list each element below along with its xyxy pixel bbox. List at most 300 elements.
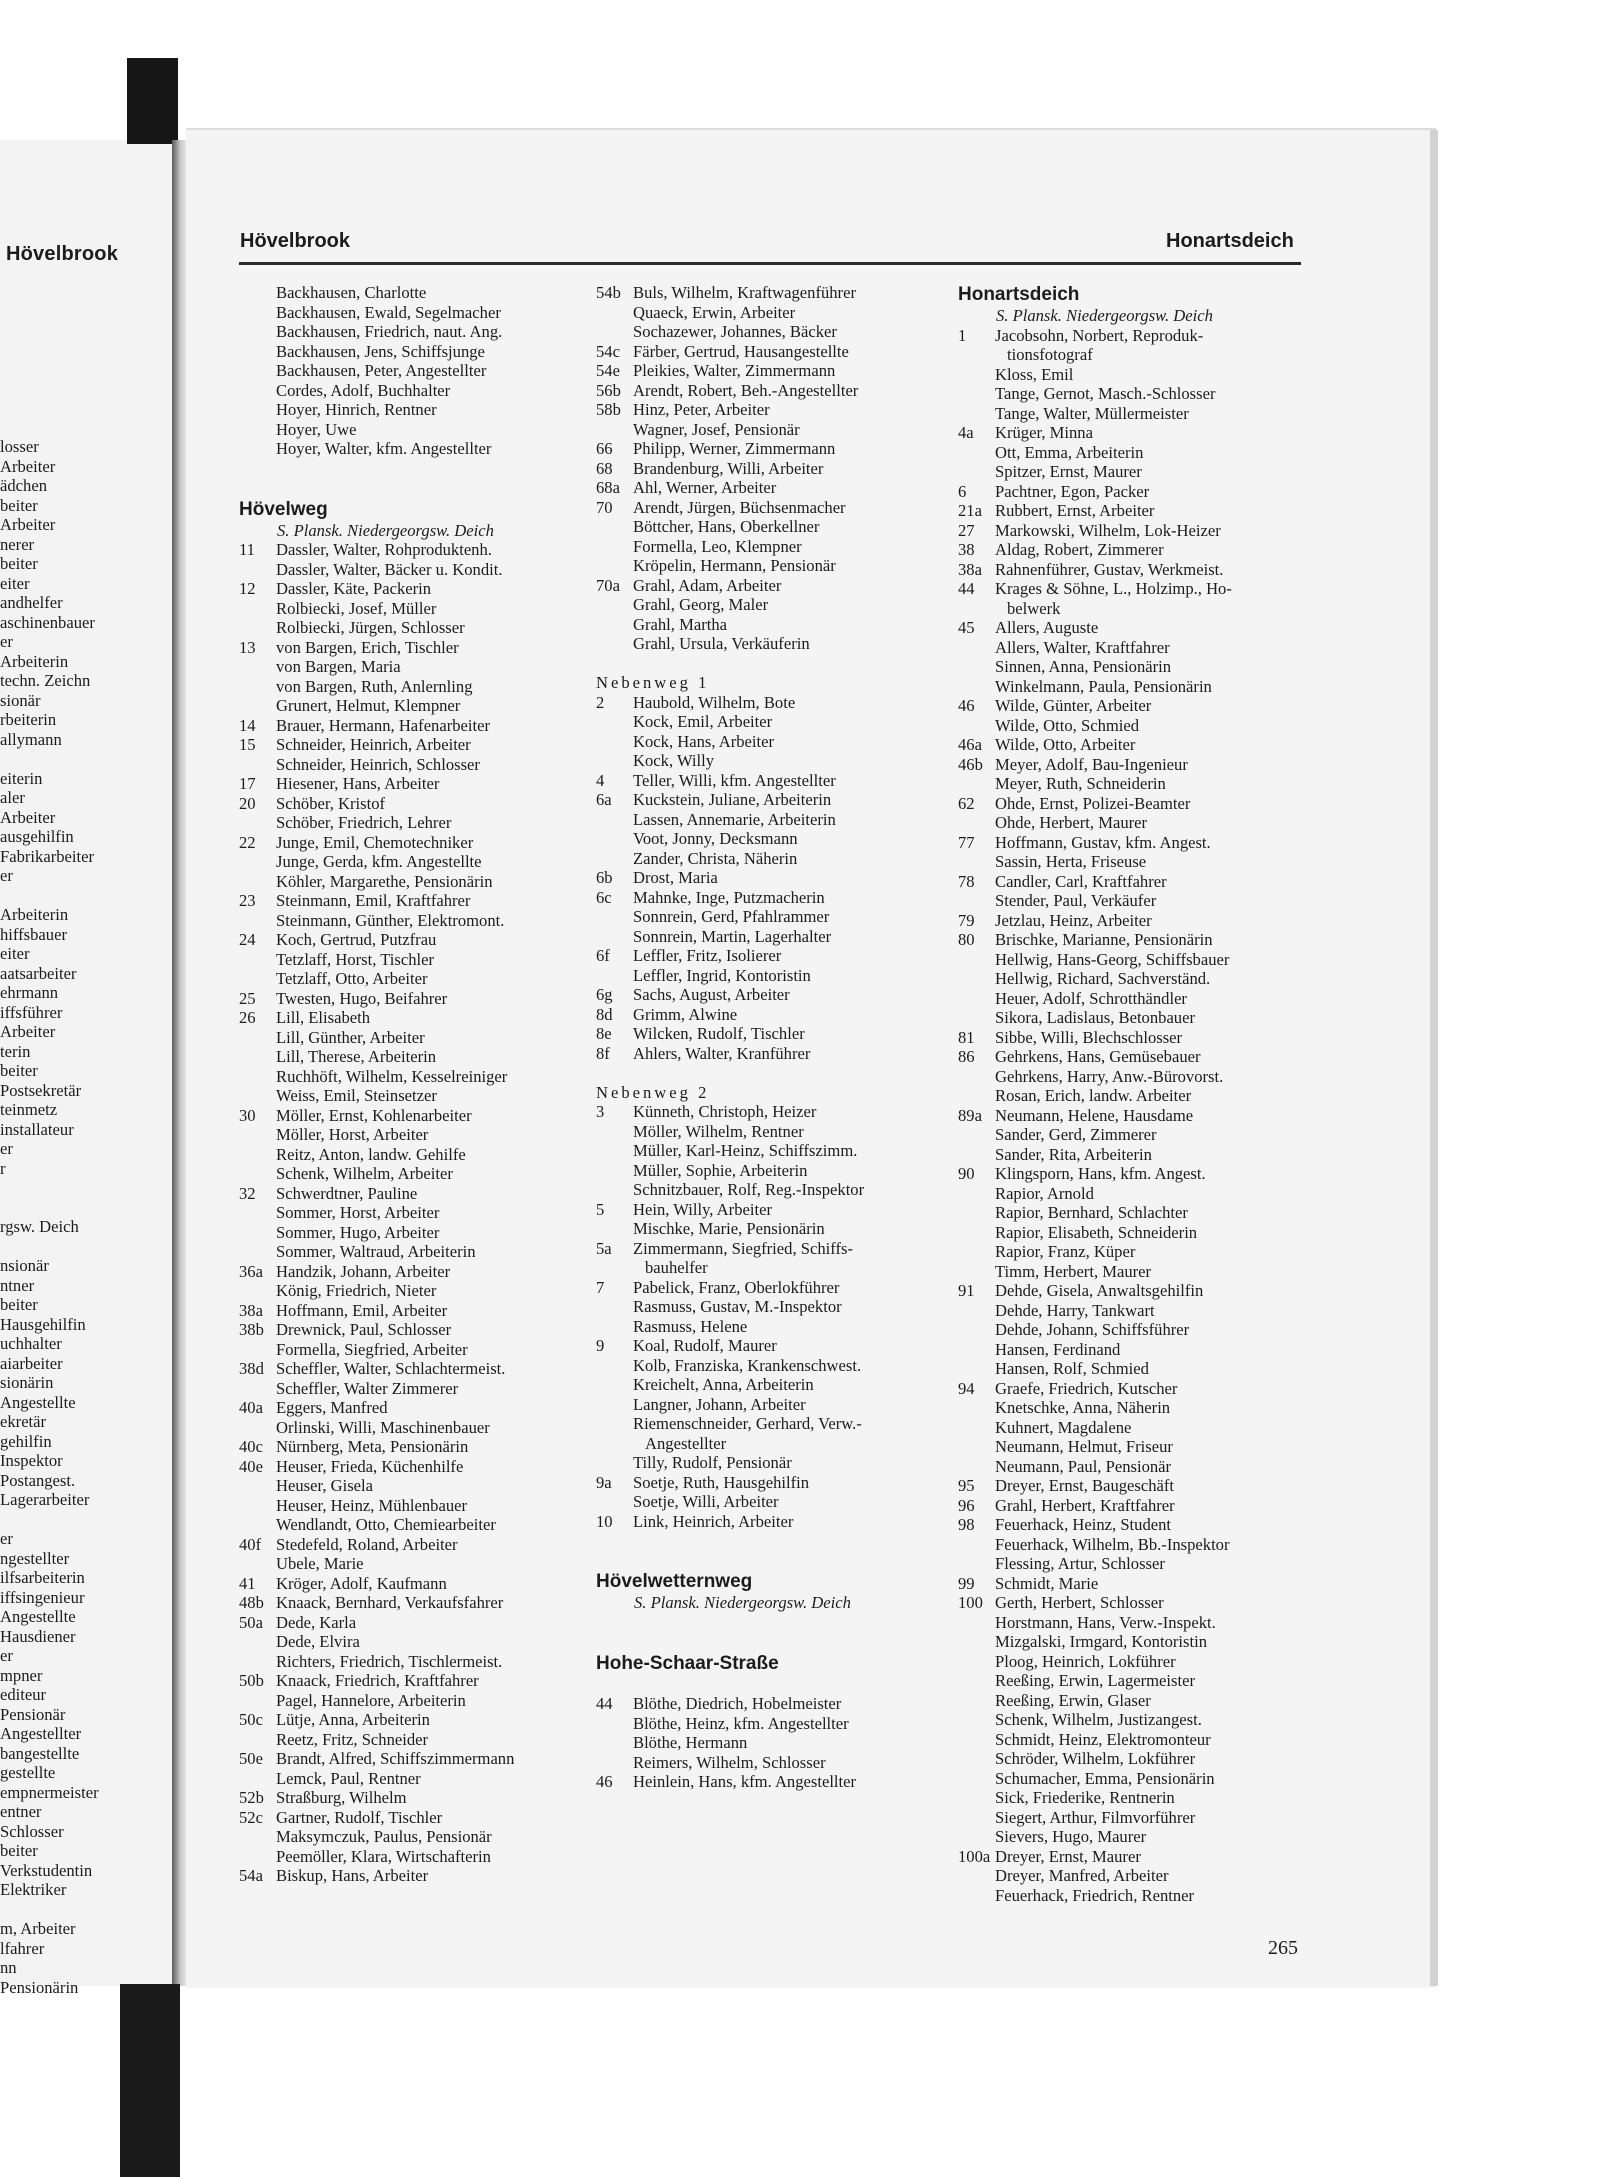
resident-entry — [239, 540, 579, 560]
page-gutter — [172, 140, 186, 1986]
resident-entry — [958, 1340, 1303, 1360]
header-rule — [239, 262, 1301, 265]
resident-entry — [596, 829, 941, 849]
resident-name: Ruchhöft, Wilhelm, Kesselreiniger — [276, 1066, 508, 1086]
resident-name: Kolb, Franziska, Krankenschwest. — [633, 1355, 862, 1375]
resident-name: Backhausen, Ewald, Segelmacher — [276, 302, 501, 322]
resident-entry — [596, 1473, 941, 1493]
left-page-line: nsionär — [0, 1256, 49, 1275]
left-page-line — [0, 1900, 99, 1920]
resident-entry — [239, 657, 579, 677]
resident-name: Handzik, Johann, Arbeiter — [276, 1261, 451, 1281]
resident-entry — [239, 420, 579, 440]
resident-name: Sommer, Hugo, Arbeiter — [276, 1222, 440, 1242]
house-number: 13 — [239, 637, 256, 657]
street-heading: Honartsdeich — [958, 284, 1080, 305]
resident-name: Biskup, Hans, Arbeiter — [276, 1866, 429, 1885]
resident-name: Steinmann, Günther, Elektromont. — [276, 910, 505, 930]
spacer — [239, 478, 579, 498]
house-number: 14 — [239, 715, 256, 735]
house-number: 20 — [239, 793, 256, 813]
resident-entry — [958, 852, 1303, 872]
house-number: 38a — [239, 1300, 263, 1320]
resident-name: Backhausen, Friedrich, naut. Ang. — [276, 322, 503, 341]
resident-name: Lill, Therese, Arbeiterin — [276, 1047, 437, 1066]
resident-name: Pleikies, Walter, Zimmermann — [633, 361, 836, 380]
house-number: 8d — [596, 1004, 613, 1024]
resident-name: Schumacher, Emma, Pensionärin — [995, 1768, 1215, 1788]
house-number: 40c — [239, 1437, 263, 1456]
resident-name: Dreyer, Manfred, Arbeiter — [995, 1866, 1169, 1885]
resident-name: Wendlandt, Otto, Chemiearbeiter — [276, 1515, 496, 1534]
house-number: 5a — [596, 1238, 612, 1258]
resident-entry — [958, 384, 1303, 404]
resident-entry — [596, 732, 941, 752]
left-page-line: ekretär — [0, 1412, 47, 1431]
left-page-line: rgsw. Deich — [0, 1217, 79, 1236]
resident-entry — [239, 989, 579, 1009]
resident-entry — [958, 1535, 1303, 1555]
left-page-line: sionär — [0, 690, 41, 710]
resident-name: Rapior, Arnold — [995, 1183, 1094, 1203]
house-number: 6b — [596, 868, 613, 887]
resident-name: Ubele, Marie — [276, 1554, 364, 1573]
resident-name: Koal, Rudolf, Maurer — [633, 1336, 777, 1355]
house-number: 27 — [958, 520, 975, 540]
left-page-line: Arbeiter — [0, 456, 56, 476]
resident-name: Buls, Wilhelm, Kraftwagenführer — [633, 283, 856, 302]
resident-entry — [958, 1028, 1303, 1048]
left-page-line: eiter — [0, 944, 30, 963]
resident-name: Meyer, Adolf, Bau-Ingenieur — [995, 754, 1188, 774]
resident-entry — [239, 283, 579, 303]
resident-entry — [596, 693, 941, 713]
resident-name: Rasmuss, Gustav, M.-Inspektor — [633, 1297, 842, 1316]
left-page-line: er — [0, 1646, 13, 1665]
resident-entry — [239, 1632, 579, 1652]
left-page-line: m, Arbeiter — [0, 1919, 76, 1938]
house-number: 81 — [958, 1027, 975, 1047]
resident-name: Rapior, Franz, Küper — [995, 1242, 1136, 1261]
resident-entry — [958, 1808, 1303, 1828]
resident-name: Hinz, Peter, Arbeiter — [633, 400, 770, 419]
resident-name: Sander, Gerd, Zimmerer — [995, 1125, 1157, 1144]
house-number: 41 — [239, 1573, 256, 1593]
resident-name: Ahl, Werner, Arbeiter — [633, 478, 777, 497]
resident-entry — [958, 1476, 1303, 1496]
resident-name: Rapior, Elisabeth, Schneiderin — [995, 1222, 1198, 1242]
resident-name: Hellwig, Richard, Sachverständ. — [995, 969, 1211, 988]
resident-name: Gartner, Rudolf, Tischler — [276, 1807, 443, 1827]
left-page-line: ausgehilfin — [0, 827, 74, 846]
resident-entry — [596, 1005, 941, 1025]
left-page-line: nerer — [0, 534, 35, 554]
resident-entry — [239, 1262, 579, 1282]
house-number: 70a — [596, 575, 620, 595]
resident-entry — [239, 1866, 579, 1886]
left-page-line: ädchen — [0, 476, 47, 495]
resident-entry — [239, 1769, 579, 1789]
resident-name: Kock, Hans, Arbeiter — [633, 731, 775, 751]
resident-name: von Bargen, Ruth, Anlernling — [276, 676, 473, 696]
resident-entry — [958, 1184, 1303, 1204]
resident-name: Schenk, Wilhelm, Justizangest. — [995, 1710, 1202, 1729]
resident-entry — [239, 1476, 579, 1496]
house-number: 77 — [958, 832, 975, 852]
left-page-line: installateur — [0, 1119, 74, 1139]
resident-entry — [958, 638, 1303, 658]
left-page-line: empnermeister — [0, 1782, 99, 1802]
house-number: 56b — [596, 380, 621, 400]
resident-entry — [596, 712, 941, 732]
resident-entry — [239, 1730, 579, 1750]
resident-entry — [958, 560, 1303, 580]
resident-entry — [239, 755, 579, 775]
resident-entry — [239, 911, 579, 931]
resident-name: Sonnrein, Martin, Lagerhalter — [633, 926, 832, 946]
left-page-line: Elektriker — [0, 1880, 67, 1899]
resident-name: Hellwig, Hans-Georg, Schiffsbauer — [995, 949, 1230, 969]
house-number: 10 — [596, 1511, 613, 1531]
resident-name: Neumann, Helmut, Friseur — [995, 1437, 1173, 1456]
house-number: 9a — [596, 1472, 612, 1492]
house-number: 54e — [596, 361, 620, 380]
resident-name: Leffler, Ingrid, Kontoristin — [633, 965, 811, 985]
resident-entry — [958, 1203, 1303, 1223]
resident-name: Dehde, Johann, Schiffsführer — [995, 1320, 1190, 1339]
resident-entry — [958, 482, 1303, 502]
resident-entry — [958, 1067, 1303, 1087]
house-number: 52b — [239, 1788, 264, 1807]
house-number: 38d — [239, 1359, 264, 1378]
resident-entry — [239, 1515, 579, 1535]
resident-name: Ohde, Herbert, Maurer — [995, 813, 1148, 832]
resident-entry — [596, 1297, 941, 1317]
house-number: 40a — [239, 1398, 263, 1417]
resident-entry — [596, 1024, 941, 1044]
resident-name: Lütje, Anna, Arbeiterin — [276, 1710, 430, 1729]
resident-entry — [596, 342, 941, 362]
street-heading: Hövelweg — [239, 498, 328, 520]
resident-entry — [958, 1008, 1303, 1028]
resident-entry — [958, 1691, 1303, 1711]
resident-entry — [596, 1219, 941, 1239]
resident-name: Klingsporn, Hans, kfm. Angest. — [995, 1164, 1206, 1183]
left-page-line: gehilfin — [0, 1431, 52, 1451]
resident-entry — [958, 696, 1303, 716]
resident-name: Steinmann, Emil, Kraftfahrer — [276, 891, 471, 910]
resident-entry — [958, 1613, 1303, 1633]
resident-name: Soetje, Ruth, Hausgehilfin — [633, 1472, 810, 1492]
resident-name: bauhelfer — [645, 1258, 708, 1277]
left-page-line: techn. Zeichn — [0, 671, 91, 690]
page-number: 265 — [1268, 1937, 1298, 1959]
house-number: 99 — [958, 1573, 975, 1593]
resident-name: Formella, Leo, Klempner — [633, 536, 802, 556]
resident-entry — [958, 969, 1303, 989]
resident-entry — [958, 891, 1303, 911]
house-number: 46 — [596, 1772, 613, 1791]
resident-name: Candler, Carl, Kraftfahrer — [995, 871, 1167, 891]
resident-name: Schmidt, Marie — [995, 1573, 1099, 1593]
house-number: 50c — [239, 1710, 263, 1729]
resident-name: Feuerhack, Friedrich, Rentner — [995, 1885, 1195, 1905]
resident-entry — [596, 1434, 941, 1454]
resident-entry — [596, 888, 941, 908]
resident-entry — [239, 1613, 579, 1633]
resident-entry — [239, 1671, 579, 1691]
resident-entry — [958, 930, 1303, 950]
directory-column-2 — [596, 283, 941, 1792]
resident-entry — [596, 517, 941, 537]
resident-name: Tange, Gernot, Masch.-Schlosser — [995, 384, 1216, 403]
resident-entry — [958, 326, 1303, 346]
resident-entry — [958, 911, 1303, 931]
resident-name: Müller, Sophie, Arbeiterin — [633, 1160, 808, 1180]
house-number: 8e — [596, 1024, 612, 1043]
resident-name: Sibbe, Willi, Blechschlosser — [995, 1027, 1183, 1047]
resident-entry — [596, 1239, 941, 1259]
resident-name: Möller, Ernst, Kohlenarbeiter — [276, 1105, 472, 1125]
resident-name: Möller, Wilhelm, Rentner — [633, 1121, 804, 1141]
resident-entry — [958, 1379, 1303, 1399]
resident-entry — [958, 1827, 1303, 1847]
resident-name: Meyer, Ruth, Schneiderin — [995, 774, 1166, 793]
resident-name: Reeßing, Erwin, Glaser — [995, 1690, 1151, 1710]
resident-entry — [239, 852, 579, 872]
sub-street-heading: Nebenweg 1 — [596, 673, 710, 692]
resident-entry — [596, 810, 941, 830]
resident-entry — [596, 439, 941, 459]
resident-name: Knaack, Bernhard, Verkaufsfahrer — [276, 1593, 504, 1612]
spine-binding-top — [127, 58, 178, 144]
house-number: 4 — [596, 770, 605, 790]
resident-entry — [239, 400, 579, 420]
resident-entry — [596, 907, 941, 927]
directory-column-1 — [239, 283, 579, 1886]
resident-name: Heinlein, Hans, kfm. Angestellter — [633, 1772, 857, 1791]
resident-entry — [239, 1788, 579, 1808]
house-number: 1 — [958, 325, 967, 345]
resident-entry — [239, 813, 579, 833]
resident-name: Horstmann, Hans, Verw.-Inspekt. — [995, 1612, 1216, 1632]
resident-entry — [958, 1086, 1303, 1106]
resident-name: Kuckstein, Juliane, Arbeiterin — [633, 790, 832, 809]
house-number: 40e — [239, 1456, 263, 1476]
resident-entry — [239, 1535, 579, 1555]
house-number: 26 — [239, 1008, 256, 1027]
left-page-line: aschinenbauer — [0, 612, 95, 632]
resident-entry — [958, 813, 1303, 833]
resident-name: Rahnenführer, Gustav, Werkmeist. — [995, 559, 1224, 579]
resident-name: Winkelmann, Paula, Pensionärin — [995, 676, 1212, 696]
spacer — [596, 1551, 941, 1571]
resident-entry — [596, 790, 941, 810]
house-number: 40f — [239, 1534, 262, 1554]
resident-entry — [958, 1418, 1303, 1438]
resident-entry — [596, 1733, 941, 1753]
resident-entry — [239, 1847, 579, 1867]
left-page-line: iffsingenieur — [0, 1587, 85, 1607]
resident-entry — [239, 1418, 579, 1438]
resident-entry — [596, 556, 941, 576]
resident-entry — [958, 1632, 1303, 1652]
resident-entry — [596, 303, 941, 323]
resident-entry — [596, 1753, 941, 1773]
left-page-line: bangestellte — [0, 1743, 80, 1763]
resident-name: Teller, Willi, kfm. Angestellter — [633, 770, 836, 790]
resident-entry — [958, 677, 1303, 697]
resident-entry — [958, 872, 1303, 892]
resident-name: Kröger, Adolf, Kaufmann — [276, 1573, 447, 1593]
left-page-line: beiter — [0, 1061, 38, 1080]
resident-entry — [239, 1125, 579, 1145]
resident-entry — [596, 400, 941, 420]
resident-entry — [239, 1242, 579, 1262]
resident-entry — [958, 1593, 1303, 1613]
resident-name: Kock, Willy — [633, 751, 715, 770]
resident-entry — [958, 618, 1303, 638]
resident-entry — [239, 1496, 579, 1516]
left-page-line: er — [0, 1529, 13, 1548]
house-number: 38a — [958, 559, 982, 579]
resident-entry — [596, 1772, 941, 1792]
resident-name: Sommer, Waltraud, Arbeiterin — [276, 1242, 476, 1261]
resident-name: Künneth, Christoph, Heizer — [633, 1102, 817, 1121]
spacer — [596, 1613, 941, 1633]
resident-entry — [958, 1262, 1303, 1282]
house-number: 6a — [596, 790, 612, 809]
resident-entry — [239, 1652, 579, 1672]
left-page-line: Arbeiter — [0, 1022, 56, 1041]
resident-name: Wilde, Otto, Schmied — [995, 715, 1140, 735]
resident-entry — [596, 361, 941, 381]
resident-entry — [596, 283, 941, 303]
left-page-line: editeur — [0, 1685, 47, 1704]
resident-entry — [239, 1281, 579, 1301]
resident-name: Lemck, Paul, Rentner — [276, 1768, 421, 1788]
resident-name: Müller, Karl-Heinz, Schiffszimm. — [633, 1141, 858, 1160]
resident-entry — [239, 1340, 579, 1360]
resident-name: Schneider, Heinrich, Arbeiter — [276, 735, 471, 754]
left-page-line: Pensionär — [0, 1704, 66, 1724]
resident-entry — [596, 1512, 941, 1532]
house-number: 11 — [239, 540, 255, 559]
resident-name: Scheffler, Walter, Schlachtermeist. — [276, 1359, 506, 1378]
house-number: 30 — [239, 1105, 256, 1125]
left-page-line: er — [0, 866, 13, 885]
resident-name: Dreyer, Ernst, Maurer — [995, 1846, 1141, 1866]
resident-entry — [958, 443, 1303, 463]
resident-entry — [596, 771, 941, 791]
resident-entry — [958, 1125, 1303, 1145]
left-page-line: Angestellte — [0, 1607, 76, 1626]
resident-entry — [958, 1671, 1303, 1691]
left-page — [0, 140, 175, 1997]
resident-name: Gehrkens, Hans, Gemüsebauer — [995, 1047, 1201, 1066]
resident-name: Eggers, Manfred — [276, 1398, 388, 1417]
resident-name: Sievers, Hugo, Maurer — [995, 1827, 1147, 1846]
resident-entry — [596, 498, 941, 518]
house-number: 80 — [958, 930, 975, 949]
resident-name: von Bargen, Erich, Tischler — [276, 637, 459, 657]
left-page-line: aatsarbeiter — [0, 963, 77, 983]
left-page-line: beiter — [0, 1841, 38, 1860]
resident-entry — [596, 1492, 941, 1512]
resident-entry — [596, 1278, 941, 1298]
resident-entry — [239, 1223, 579, 1243]
resident-entry — [239, 833, 579, 853]
resident-entry — [958, 1749, 1303, 1769]
resident-name: Kröpelin, Hermann, Pensionär — [633, 556, 836, 575]
resident-name: Dassler, Walter, Rohproduktenh. — [276, 540, 492, 559]
left-page-line: Arbeiter — [0, 515, 56, 534]
resident-name: Siegert, Arthur, Filmvorführer — [995, 1807, 1196, 1827]
resident-name: Ploog, Heinrich, Lokführer — [995, 1651, 1176, 1671]
house-number: 98 — [958, 1515, 975, 1534]
resident-entry — [958, 1281, 1303, 1301]
resident-entry — [958, 1554, 1303, 1574]
resident-entry — [596, 966, 941, 986]
house-number: 7 — [596, 1277, 605, 1297]
left-page-line: lfahrer — [0, 1938, 45, 1958]
left-page-line: Hausgehilfin — [0, 1314, 86, 1334]
resident-name: Hoffmann, Emil, Arbeiter — [276, 1300, 448, 1320]
resident-name: Pachtner, Egon, Packer — [995, 481, 1150, 501]
resident-name: Junge, Emil, Chemotechniker — [276, 832, 474, 852]
resident-name: Rubbert, Ernst, Arbeiter — [995, 501, 1155, 520]
house-number: 68a — [596, 478, 620, 497]
resident-name: Hoyer, Uwe — [276, 419, 357, 439]
resident-name: Grimm, Alwine — [633, 1004, 738, 1024]
resident-name: Heuser, Gisela — [276, 1476, 374, 1495]
resident-name: Schneider, Heinrich, Schlosser — [276, 754, 480, 774]
left-page-line: Verkstudentin — [0, 1860, 93, 1880]
house-number: 23 — [239, 891, 256, 910]
resident-name: Gerth, Herbert, Schlosser — [995, 1593, 1164, 1612]
resident-entry — [239, 735, 579, 755]
resident-name: Neumann, Paul, Pensionär — [995, 1456, 1172, 1476]
resident-name: Drewnick, Paul, Schlosser — [276, 1320, 452, 1339]
resident-name: Quaeck, Erwin, Arbeiter — [633, 302, 796, 322]
resident-entry — [239, 677, 579, 697]
resident-name: Rolbiecki, Jürgen, Schlosser — [276, 618, 465, 637]
resident-name: Junge, Gerda, kfm. Angestellte — [276, 852, 482, 871]
resident-entry — [239, 1008, 579, 1028]
resident-entry — [958, 521, 1303, 541]
house-number: 12 — [239, 579, 256, 598]
left-page-line: Angestellter — [0, 1724, 82, 1743]
resident-name: Link, Heinrich, Arbeiter — [633, 1511, 794, 1531]
house-number: 54a — [239, 1866, 263, 1885]
resident-entry — [239, 599, 579, 619]
resident-name: Zimmermann, Siegfried, Schiffs- — [633, 1238, 853, 1258]
left-page-line: Arbeiterin — [0, 905, 69, 924]
left-page-line — [0, 1237, 99, 1257]
resident-name: Zander, Christa, Näherin — [633, 848, 798, 868]
resident-name: Knetschke, Anna, Näherin — [995, 1398, 1171, 1417]
house-number: 70 — [596, 497, 613, 517]
house-number: 48b — [239, 1593, 264, 1612]
resident-entry — [239, 579, 579, 599]
resident-entry — [596, 634, 941, 654]
resident-entry — [958, 755, 1303, 775]
resident-name: Weiss, Emil, Steinsetzer — [276, 1086, 437, 1105]
resident-entry — [596, 478, 941, 498]
resident-name: Backhausen, Peter, Angestellter — [276, 361, 487, 380]
resident-entry — [239, 1691, 579, 1711]
resident-name: Hansen, Rolf, Schmied — [995, 1359, 1149, 1378]
